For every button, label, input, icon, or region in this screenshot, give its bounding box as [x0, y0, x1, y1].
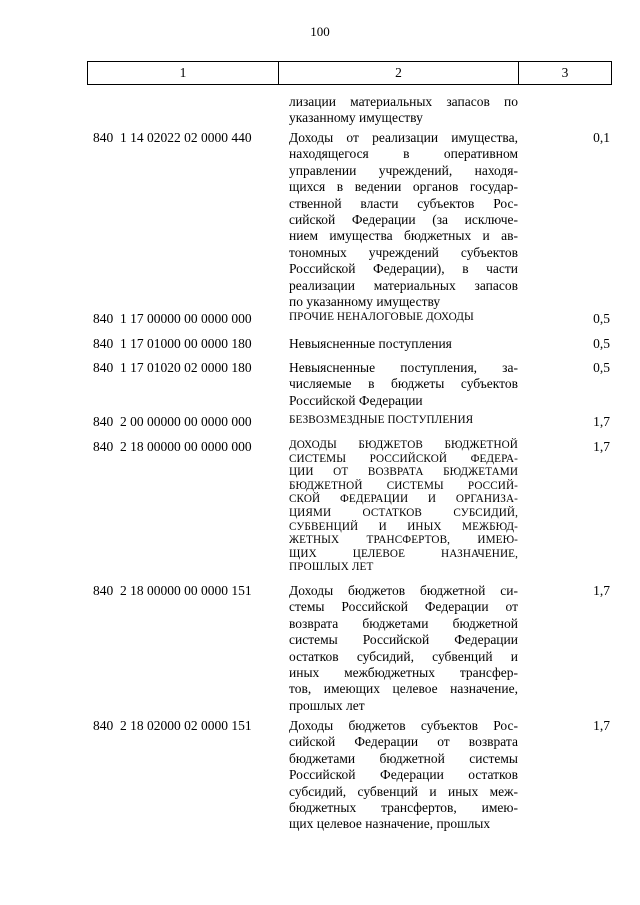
income-name-line: ЦИИ ОТ ВОЗВРАТА БЮДЖЕТАМИ — [289, 466, 518, 479]
income-name-line: нием имущества бюджетных и ав- — [289, 228, 518, 244]
column-header-2: 2 — [278, 62, 518, 84]
budget-code: 840 2 18 00000 00 0000 151 — [93, 583, 252, 598]
income-name-line: ПРОШЛЫХ ЛЕТ — [289, 561, 374, 574]
income-name — [289, 94, 518, 127]
income-name-line: тономных учреждений субъектов — [289, 244, 518, 260]
income-name-line: сийской Федерации (за исключе- — [289, 212, 518, 228]
income-name-line: Доходы бюджетов субъектов Рос- — [289, 718, 518, 733]
budget-code: 840 2 00 00000 00 0000 000 — [93, 414, 252, 429]
income-name-line: указанному имуществу — [289, 110, 423, 126]
income-name-line: субсидий, субвенций и иных меж- — [289, 783, 518, 799]
income-name-line: Российской Федерации), в части — [289, 261, 518, 277]
income-name-line: ЩИХ ЦЕЛЕВОЕ НАЗНАЧЕНИЕ, — [289, 547, 518, 560]
budget-code: 840 2 18 00000 00 0000 000 — [93, 439, 252, 454]
income-name-line: БЕЗВОЗМЕЗДНЫЕ ПОСТУПЛЕНИЯ — [289, 414, 474, 426]
income-name-line: ЖЕТНЫХ ТРАНСФЕРТОВ, ИМЕЮ- — [289, 534, 518, 547]
table-header — [87, 61, 612, 85]
income-name — [289, 583, 518, 714]
income-name — [289, 311, 518, 325]
income-name — [289, 439, 518, 575]
income-name-line: находящегося в оперативном — [289, 146, 518, 162]
income-name-line: СУБВЕНЦИЙ И ИНЫХ МЕЖБЮД- — [289, 520, 518, 533]
page-number: 100 — [310, 24, 330, 39]
income-name — [289, 336, 518, 352]
amount-value: 0,1 — [593, 130, 610, 145]
amount-value: 1,7 — [593, 718, 610, 733]
amount-value: 0,5 — [593, 336, 610, 351]
column-header-3: 3 — [518, 62, 611, 84]
income-name-line: сийской Федерации от возврата — [289, 734, 518, 750]
income-name-line: ЦИЯМИ ОСТАТКОВ СУБСИДИЙ, — [289, 506, 518, 519]
budget-code: 840 1 17 01020 02 0000 180 — [93, 360, 252, 375]
income-name-line: прошлых лет — [289, 697, 365, 713]
income-name-line: стемы Российской Федерации от — [289, 599, 518, 615]
budget-code: 840 1 14 02022 02 0000 440 — [93, 130, 252, 145]
amount-value: 0,5 — [593, 360, 610, 375]
amount-value: 1,7 — [593, 439, 610, 454]
income-name-line: возврата бюджетами бюджетной — [289, 615, 518, 631]
income-name-line: реализации материальных запасов — [289, 277, 518, 293]
amount-value: 1,7 — [593, 583, 610, 598]
budget-code: 840 1 17 01000 00 0000 180 — [93, 336, 252, 351]
amount-value: 1,7 — [593, 414, 610, 429]
income-name — [289, 360, 518, 409]
budget-code: 840 2 18 02000 02 0000 151 — [93, 718, 252, 733]
income-name-line: по указанному имуществу — [289, 294, 441, 310]
income-name-line: остатков субсидий, субвенций и — [289, 648, 518, 664]
income-name-line: щихся в ведении органов государ- — [289, 179, 518, 195]
income-name-line: Невыясненные поступления, за- — [289, 360, 518, 375]
income-name-line: управлении учреждений, находя- — [289, 162, 518, 178]
income-name-line: лизации материальных запасов по — [289, 94, 518, 109]
income-name-line: ственной власти субъектов Рос- — [289, 195, 518, 211]
income-name-line: СИСТЕМЫ РОССИЙСКОЙ ФЕДЕРА- — [289, 452, 518, 465]
income-name-line: СКОЙ ФЕДЕРАЦИИ И ОРГАНИЗА- — [289, 493, 518, 506]
income-name-line: иных межбюджетных трансфер- — [289, 665, 518, 681]
income-name-line: Невыясненные поступления — [289, 336, 452, 351]
income-name-line: тов, имеющих целевое назначение, — [289, 681, 518, 697]
income-name-line: бюджетных трансфертов, имею- — [289, 800, 518, 816]
income-name-line: щих целевое назначение, прошлых — [289, 816, 491, 832]
income-name-line: Доходы от реализации имущества, — [289, 130, 518, 145]
income-name — [289, 130, 518, 310]
amount-value: 0,5 — [593, 311, 610, 326]
income-name-line: Доходы бюджетов бюджетной си- — [289, 583, 518, 598]
income-name — [289, 414, 518, 428]
column-header-1: 1 — [179, 65, 187, 80]
income-name — [289, 718, 518, 833]
income-name-line: ПРОЧИЕ НЕНАЛОГОВЫЕ ДОХОДЫ — [289, 311, 474, 323]
income-name-line: БЮДЖЕТНОЙ СИСТЕМЫ РОССИЙ- — [289, 479, 518, 492]
budget-code: 840 1 17 00000 00 0000 000 — [93, 311, 252, 326]
income-name-line: Российской Федерации — [289, 392, 423, 408]
income-name-line: системы Российской Федерации — [289, 632, 518, 648]
income-name-line: бюджетами бюджетной системы — [289, 750, 518, 766]
income-name-line: числяемые в бюджеты субъектов — [289, 376, 518, 392]
income-name-line: Российской Федерации остатков — [289, 767, 518, 783]
income-name-line: ДОХОДЫ БЮДЖЕТОВ БЮДЖЕТНОЙ — [289, 439, 518, 451]
